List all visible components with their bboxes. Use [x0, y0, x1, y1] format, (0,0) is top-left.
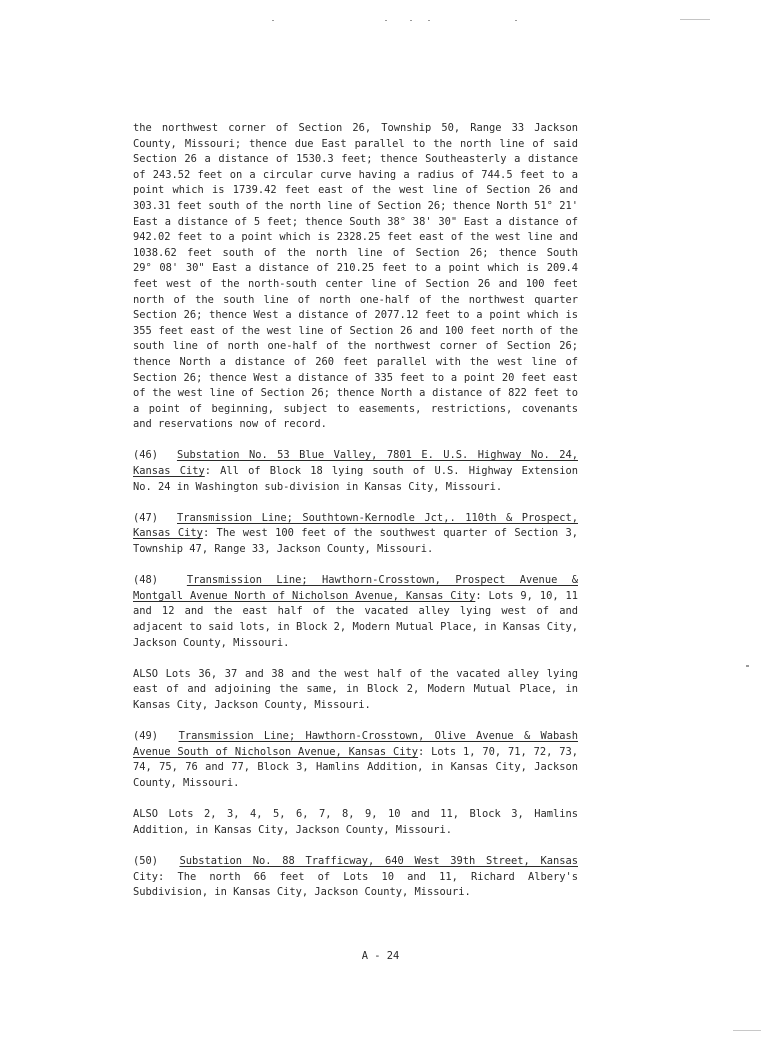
item-title: Substation No. 88 Trafficway, 640 West 39th Street, Kansas — [179, 854, 578, 867]
legal-description-continuation — [133, 121, 578, 433]
item-47 — [133, 511, 578, 558]
text-line: 74, 75, 76 and 77, Block 3, Hamlins Addition, in Kansas City, Jackson — [133, 761, 578, 774]
scan-speck — [272, 20, 274, 21]
text-line: 942.02 feet to a point which is 2328.25 feet east of the west line and — [133, 231, 578, 244]
item-title: Transmission Line; Hawthorn-Crosstown, Olive Avenue & Wabash — [178, 730, 579, 743]
item-title: Kansas City — [133, 527, 203, 540]
scan-speck — [733, 1030, 761, 1031]
text-line: ALSO Lots 2, 3, 4, 5, 6, 7, 8, 9, 10 and 11, Block 3, Hamlins — [133, 808, 578, 821]
text-line: thence North a distance of 260 feet parallel with the west line of — [133, 355, 578, 368]
item-text: : Lots 9, 10, 11 — [475, 589, 578, 602]
item-heading-line — [133, 573, 578, 589]
item-text: : Lots 1, 70, 71, 72, 73, — [418, 745, 578, 758]
text-line: feet west of the north-south center line of Section 26 and 100 feet — [133, 277, 578, 290]
item-number: (47) — [133, 511, 159, 524]
item-heading-line — [133, 448, 578, 464]
item-text: : All of Block 18 lying south of U.S. Highway Extension — [204, 465, 578, 478]
item-number: (50) — [133, 854, 159, 867]
item-text: : The west 100 feet of the southwest quarter of Section 3, — [202, 527, 578, 540]
item-number: (49) — [133, 730, 159, 743]
item-48-also — [133, 667, 578, 714]
text-line: and 12 and the east half of the vacated alley lying west of and — [133, 605, 578, 618]
text-line: 1038.62 feet south of the north line of Section 26; thence South — [133, 246, 578, 259]
text-line: east of and adjoining the same, in Block 2, Modern Mutual Place, in — [133, 683, 578, 696]
text-line: Subdivision, in Kansas City, Jackson County, Missouri. — [133, 886, 471, 899]
text-line: Section 26; thence West a distance of 2077.12 feet to a point which is — [133, 309, 578, 322]
item-number: (46) — [133, 449, 159, 462]
text-line: ALSO Lots 36, 37 and 38 and the west half of the vacated alley lying — [133, 667, 578, 680]
text-line — [133, 464, 578, 480]
text-line: Township 47, Range 33, Jackson County, Missouri. — [133, 543, 434, 556]
text-line: County, Missouri; thence due East parallel to the north line of said — [133, 137, 578, 150]
text-line: of the west line of Section 26; thence North a distance of 822 feet to — [133, 387, 578, 400]
text-line: County, Missouri. — [133, 776, 240, 789]
item-48 — [133, 573, 578, 651]
item-heading-line — [133, 511, 578, 527]
scan-speck — [680, 19, 710, 20]
item-title: Avenue South of Nicholson Avenue, Kansas City — [133, 745, 419, 758]
text-line: the northwest corner of Section 26, Township 50, Range 33 Jackson — [133, 122, 578, 134]
item-title: Transmission Line; Hawthorn-Crosstown, Prospect Avenue & — [186, 574, 578, 587]
text-line: East a distance of 5 feet; thence South 38° 38' 30" East a distance of — [133, 215, 578, 228]
item-49-also — [133, 807, 578, 838]
item-heading-line — [133, 729, 578, 745]
item-title: Montgall Avenue North of Nicholson Avenue, Kansas City — [133, 589, 476, 602]
item-text: : The north 66 feet of Lots 10 and 11, Richard Albery's — [158, 870, 578, 883]
text-line: adjacent to said lots, in Block 2, Modern Mutual Place, in Kansas City, — [133, 621, 578, 633]
text-line: a point of beginning, subject to easements, restrictions, covenants — [133, 402, 578, 415]
scan-speck — [746, 665, 749, 667]
item-title: Substation No. 53 Blue Valley, 7801 E. U.S. Highway No. 24, — [176, 449, 578, 462]
text-line: 29° 08' 30" East a distance of 210.25 feet to a point which is 209.4 — [133, 262, 578, 275]
scan-speck — [428, 20, 430, 21]
text-line — [133, 870, 578, 886]
text-line — [133, 745, 578, 761]
item-49 — [133, 729, 578, 791]
text-line — [133, 589, 578, 605]
text-line — [133, 526, 578, 542]
text-line: point which is 1739.42 feet east of the west line of Section 26 and — [133, 184, 578, 197]
item-heading-line — [133, 854, 578, 870]
text-line: south line of north one-half of the northwest corner of Section 26; — [133, 340, 578, 353]
item-title: Transmission Line; Southtown-Kernodle Jct,. 110th & Prospect, — [177, 511, 578, 524]
scan-speck — [410, 20, 412, 21]
item-50 — [133, 854, 578, 901]
text-line: 303.31 feet south of the north line of Section 26; thence North 51° 21' — [133, 199, 578, 212]
page-number: A - 24 — [361, 950, 400, 962]
item-title: City — [133, 870, 159, 883]
item-number: (48) — [133, 574, 159, 587]
text-line: of 243.52 feet on a circular curve having a radius of 744.5 feet to a — [133, 168, 578, 181]
text-line: and reservations now of record. — [133, 418, 327, 431]
text-line: No. 24 in Washington sub-division in Kansas City, Missouri. — [133, 480, 503, 493]
scan-speck — [515, 20, 517, 21]
text-line: Kansas City, Jackson County, Missouri. — [133, 698, 371, 711]
text-line: Section 26 a distance of 1530.3 feet; thence Southeasterly a distance — [133, 153, 578, 166]
item-title: Kansas City — [133, 465, 205, 478]
text-line: 355 feet east of the west line of Section 26 and 100 feet north of the — [133, 324, 578, 337]
text-line: north of the south line of north one-half of the northwest quarter — [133, 293, 578, 306]
scan-speck — [385, 20, 387, 21]
text-line: Addition, in Kansas City, Jackson County, Missouri. — [133, 823, 453, 836]
body-text — [133, 121, 578, 901]
text-line: Section 26; thence West a distance of 335 feet to a point 20 feet east — [133, 371, 578, 384]
item-46 — [133, 448, 578, 495]
text-line: Jackson County, Missouri. — [133, 636, 290, 649]
